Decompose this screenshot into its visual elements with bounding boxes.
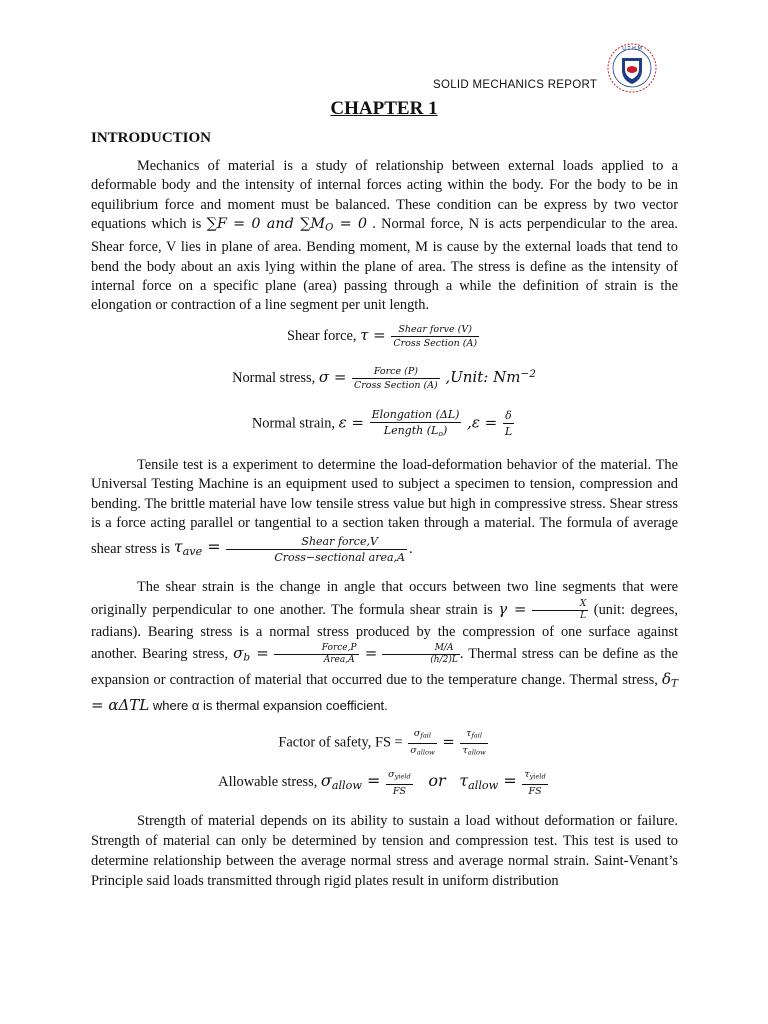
university-logo (604, 40, 660, 96)
section-title: INTRODUCTION (91, 130, 212, 146)
shear-force-equation: Shear force, τ = $\frac{\text{Shear forve (V)}}{\text{Cross Section (A)}}$ (286, 324, 478, 349)
chapter-title: CHAPTER 1 (330, 98, 438, 119)
strength-paragraph: Strength of material depends on its ability to sustain a load without deformation or failure. Strength of material can only be determined by tension and compression test. This test is used to determine relationship between the average normal stress and average normal strain. Saint-Venant’s Principle said loads transmitted through rigid plates result in uniform distribution (91, 813, 678, 889)
shear-strain-paragraph: The shear strain is the change in angle that occurs between two line segments that were originally perpendicular to one another. The formula shear strain is γ = $\frac{X}{L}$ (unit: degrees, radians). Bearing stress is a normal stress produced by the compression of one surface against another. Bearing stress, $\sigma_b$ = $\frac{\text{Force,P}}{\text{Area,A}}$ = $\frac{M/A}{(h/2)L}$ . Thermal stress can be define as the expansion or contraction of material that occurred due to the temperature change. Thermal stress, $\delta_T = \alpha\Delta TL$ where α is thermal expansion coefficient. (91, 579, 678, 715)
report-header-title: SOLID MECHANICS REPORT (433, 79, 598, 91)
intro-paragraph: Mechanics of material is a study of relationship between external loads applied to a deformable body and the intensity of internal forces acting within the body. For the body to be in equilibrium force and moment must be balanced. These condition can be express by two vector equations which is ∑F = 0 and $\sum M_O = 0$ . Normal force, N is acts perpendicular to the area. Shear force, V lies in plane of area. Bending moment, M is cause by the external loads that tend to bend the body about an axis lying within the plane of area. The stress is define as the intensity of internal force on a specific plane (area) passing through a while the definition of strain is the elongation or contraction of a line segment per unit length. (91, 158, 679, 314)
allowable-stress-equation: Allowable stress, $\sigma_{allow}$ = $\frac{\sigma_{yield}}{FS}$ or $\tau_{allow}$ = $\frac{\tau_{yield}}{FS}$ (218, 769, 546, 797)
normal-stress-equation: Normal stress, σ = $\frac{\text{Force (P)}}{\text{Cross Section (A)}}$ ,Unit: $Nm^{-2}$ (232, 366, 536, 391)
svg-text:U T H M: U T H M (622, 46, 642, 52)
equilibrium-equation: ∑F = 0 and $\sum M_O = 0$ (206, 216, 368, 234)
normal-strain-equation: Normal strain, ε = $\frac{\text{Elongation (ΔL)}}{Length (L_o)}$ ,ε = $\frac{\delta}{L}$ (251, 408, 513, 439)
factor-of-safety-equation: Factor of safety, FS = $\frac{\sigma_{fail}}{\sigma_{allow}}$ = $\frac{\tau_{fail}}{\tau_{allow}}$ (278, 728, 486, 757)
average-shear-stress-fraction: $\frac{\text{Shear force,V}}{\text{Cross−sectional area,A}}$ (226, 534, 407, 565)
tensile-test-paragraph: Tensile test is a experiment to determine the load-deformation behavior of the material. The Universal Testing Machine is an equipment used to subject a specimen to tension, compression and bending. The brittle material have low tensile stress value but high in compressive stress. Shear stress is a force acting parallel or tangential to a section taken through a material. The formula of average shear stress is $\tau_{ave}$ = $\frac{\text{Shear force,V}}{\text{Cross−sectional area,A}}$ . (91, 457, 678, 564)
